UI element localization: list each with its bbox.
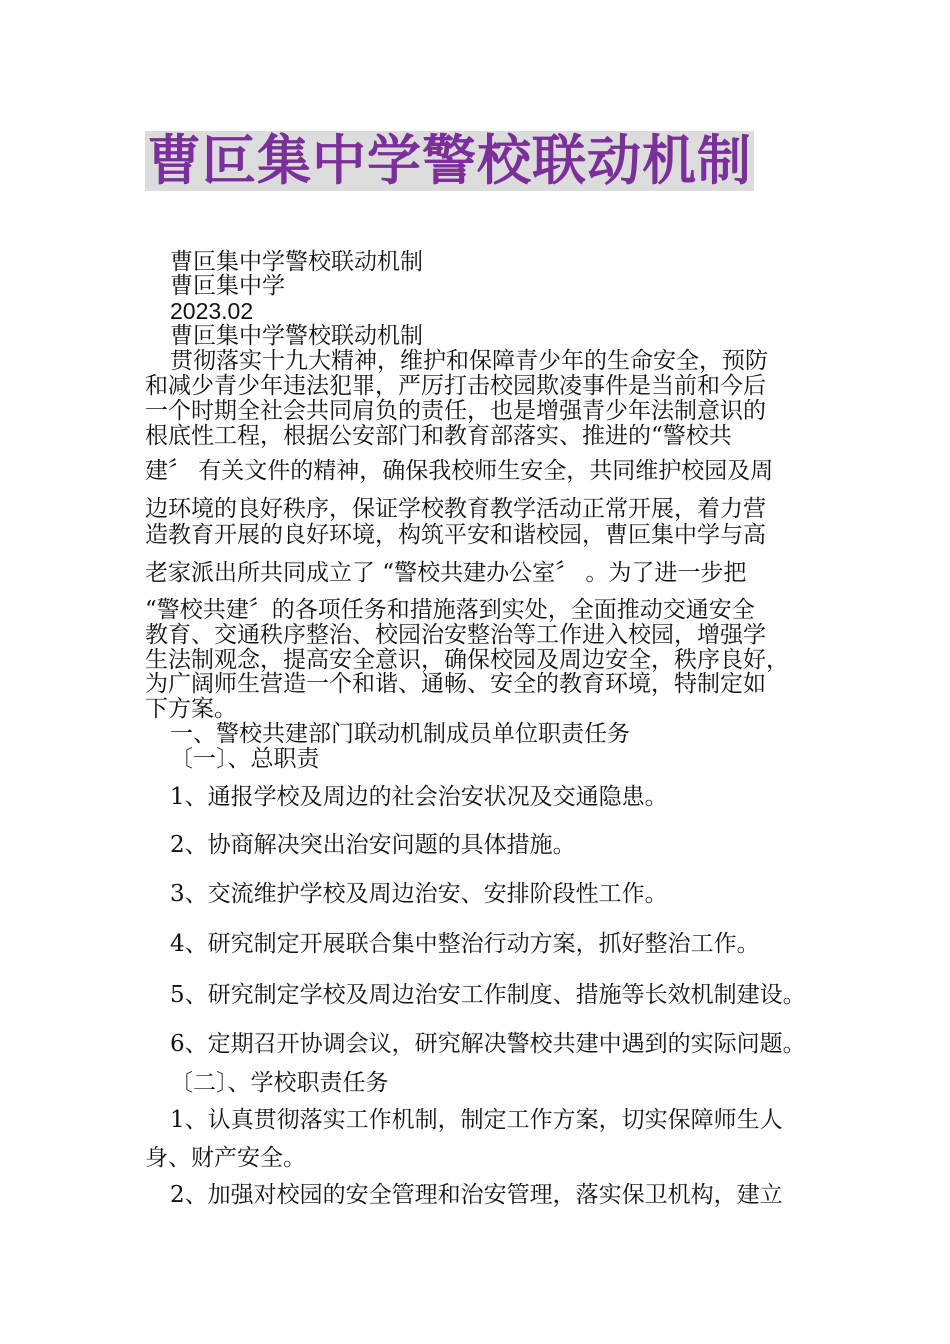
- intro-line: 生法制观念，提高安全意识，确保校园及周边安全，秩序良好，: [145, 647, 789, 673]
- document-title: 曹叵集中学警校联动机制: [147, 129, 752, 192]
- duty-item: 2、协商解决突出治安问题的具体措施。: [170, 832, 576, 858]
- subsection-heading: 〔二〕、学校职责任务: [170, 1070, 389, 1096]
- header-name: 曹叵集中学警校联动机制: [170, 249, 423, 275]
- intro-line: 和减少青少年违法犯罪，严厉打击校园欺凌事件是当前和今后: [145, 373, 766, 399]
- header-org: 曹叵集中学: [170, 273, 285, 299]
- duty-item: 1、通报学校及周边的社会治安状况及交通隐患。: [170, 784, 668, 810]
- intro-line: 边环境的良好秩序，保证学校教育教学活动正常开展，着力营: [145, 496, 766, 522]
- duty-item: 6、定期召开协调会议，研究解决警校共建中遇到的实际问题。: [170, 1031, 806, 1057]
- intro-line: 一个时期全社会共同肩负的责任，也是增强青少年法制意识的: [145, 398, 766, 424]
- intro-line: 为广阔师生营造一个和谐、通畅、安全的教育环境，特制定如: [145, 671, 766, 697]
- intro-line: 老家派出所共同成立了 “警校共建办公室〞 。为了进一步把: [145, 560, 747, 586]
- intro-line: 下方案。: [145, 696, 237, 722]
- duty-item: 5、研究制定学校及周边治安工作制度、措施等长效机制建设。: [170, 982, 806, 1008]
- intro-line: “警校共建〞的各项任务和措施落到实处，全面推动交通安全: [145, 597, 755, 623]
- header-date: 2023.02: [170, 298, 254, 324]
- duty-item: 4、研究制定开展联合集中整治行动方案，抓好整治工作。: [170, 931, 760, 957]
- school-duty-line: 身、财产安全。: [145, 1145, 306, 1171]
- intro-line: 建〞 有关文件的精神，确保我校师生安全，共同维护校园及周: [145, 458, 774, 484]
- title-block: [145, 131, 754, 191]
- section-heading: 一、警校共建部门联动机制成员单位职责任务: [170, 721, 630, 747]
- duty-item: 3、交流维护学校及周边治安、安排阶段性工作。: [170, 881, 668, 907]
- intro-line: 贯彻落实十九大精神，维护和保障青少年的生命安全，预防: [170, 348, 768, 374]
- school-duty-line: 2、加强对校园的安全管理和治安管理，落实保卫机构，建立: [170, 1182, 783, 1208]
- subsection-heading: 〔一〕、总职责: [170, 746, 320, 772]
- intro-line: 造教育开展的良好环境，构筑平安和谐校园，曹叵集中学与高: [145, 522, 766, 548]
- intro-line: 根底性工程，根据公安部门和教育部落实、推进的“警校共: [145, 423, 732, 449]
- header-subtitle: 曹叵集中学警校联动机制: [170, 323, 423, 349]
- school-duty-line: 1、认真贯彻落实工作机制，制定工作方案，切实保障师生人: [170, 1107, 783, 1133]
- intro-line: 教育、交通秩序整治、校园治安整治等工作进入校园，增强学: [145, 622, 766, 648]
